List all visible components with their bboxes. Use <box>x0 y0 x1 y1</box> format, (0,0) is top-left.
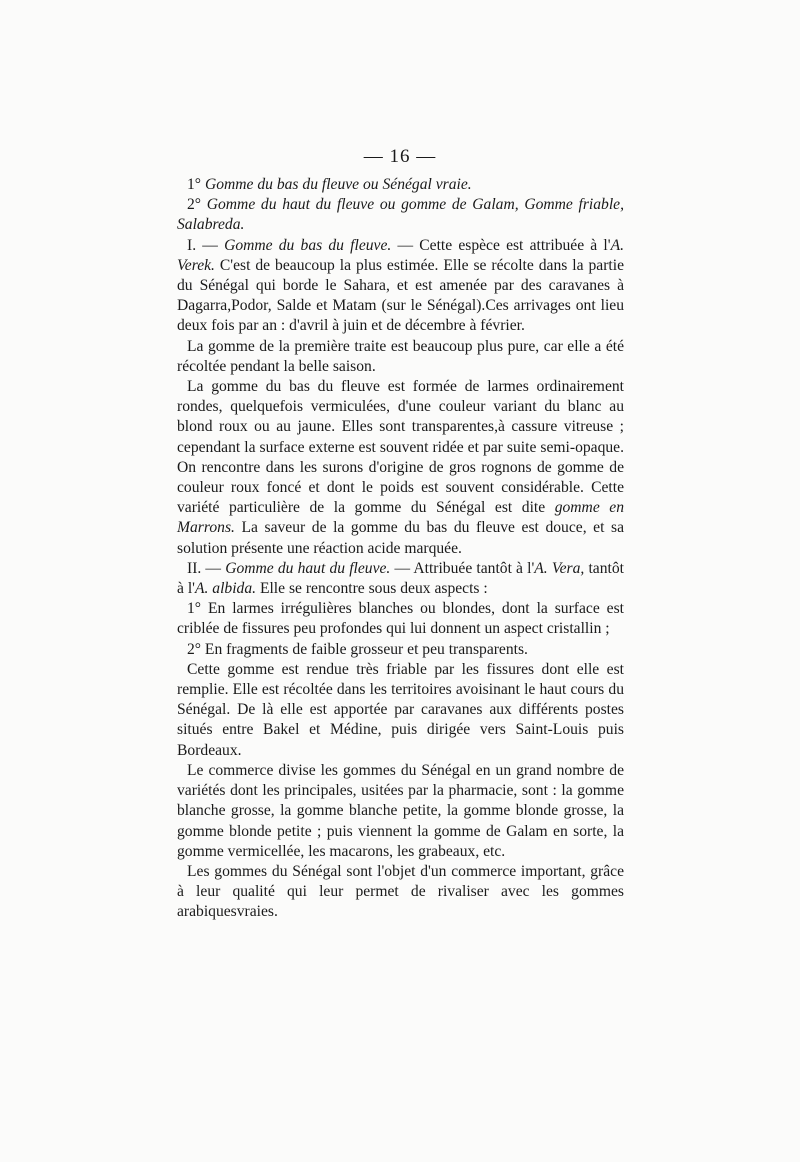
paragraph-4: La gomme de la première traite est beaucoup plus pure, car elle a été récoltée pendant la belle saison. <box>177 337 624 375</box>
paragraph-6: II. — Gomme du haut du fleuve. — Attribuée tantôt à l'A. Vera, tantôt à l'A. albida. Elle se rencontre sous deux aspects : <box>177 559 624 598</box>
page-number: — 16 — <box>363 146 437 167</box>
body-text <box>177 175 624 923</box>
paragraph-1: 1° Gomme du bas du fleuve ou Sénégal vraie. <box>187 176 472 193</box>
paragraph-9: Cette gomme est rendue très friable par les fissures dont elle est remplie. Elle est récoltée dans les territoires avoisinant le haut cours du Sénégal. De là elle est apportée par caravanes aux différents postes situés entre Bakel et Médine, puis dirigée vers Saint-Louis puis Bordeaux. <box>177 660 624 759</box>
paragraph-2: 2° Gomme du haut du fleuve ou gomme de Galam, Gomme friable, Salabreda. <box>177 196 624 234</box>
paragraph-8: 2° En fragments de faible grosseur et peu transparents. <box>187 640 528 658</box>
paragraph-11: Les gommes du Sénégal sont l'objet d'un commerce important, grâce à leur qualité qui leur permet de rivaliser avec les gommes arabiquesvraies. <box>177 862 624 921</box>
paragraph-5: La gomme du bas du fleuve est formée de larmes ordinairement rondes, quelquefois vermiculées, d'une couleur variant du blanc au blond roux ou au jaune. Elles sont transparentes,à cassure vitreuse ; cependant la surface externe est souvent ridée et par suite semi-opaque. On rencontre dans les surons d'origine de gros rognons de gomme de couleur roux foncé et dont le poids est souvent considérable. Cette variété particulière de la gomme du Sénégal est dite gomme en Marrons. La saveur de la gomme du bas du fleuve est douce, et sa solution présente une réaction acide marquée. <box>177 378 625 557</box>
paragraph-3: I. — Gomme du bas du fleuve. — Cette espèce est attribuée à l'A. Verek. C'est de beaucoup la plus estimée. Elle se récolte dans la partie du Sénégal qui borde le Sahara, et est amenée par des caravanes à Dagarra,Podor, Salde et Matam (sur le Sénégal).Ces arrivages ont lieu deux fois par an : d'avril à juin et de décembre à février. <box>177 236 624 335</box>
paragraph-7: 1° En larmes irrégulières blanches ou blondes, dont la surface est criblée de fissures peu profondes qui lui donnent un aspect cristallin ; <box>177 600 624 638</box>
paragraph-10: Le commerce divise les gommes du Sénégal en un grand nombre de variétés dont les principales, usitées par la pharmacie, sont : la gomme blanche grosse, la gomme blanche petite, la gomme blonde grosse, la gomme blonde petite ; puis viennent la gomme de Galam en sorte, la gomme vermicellée, les macarons, les grabeaux, etc. <box>177 761 624 860</box>
